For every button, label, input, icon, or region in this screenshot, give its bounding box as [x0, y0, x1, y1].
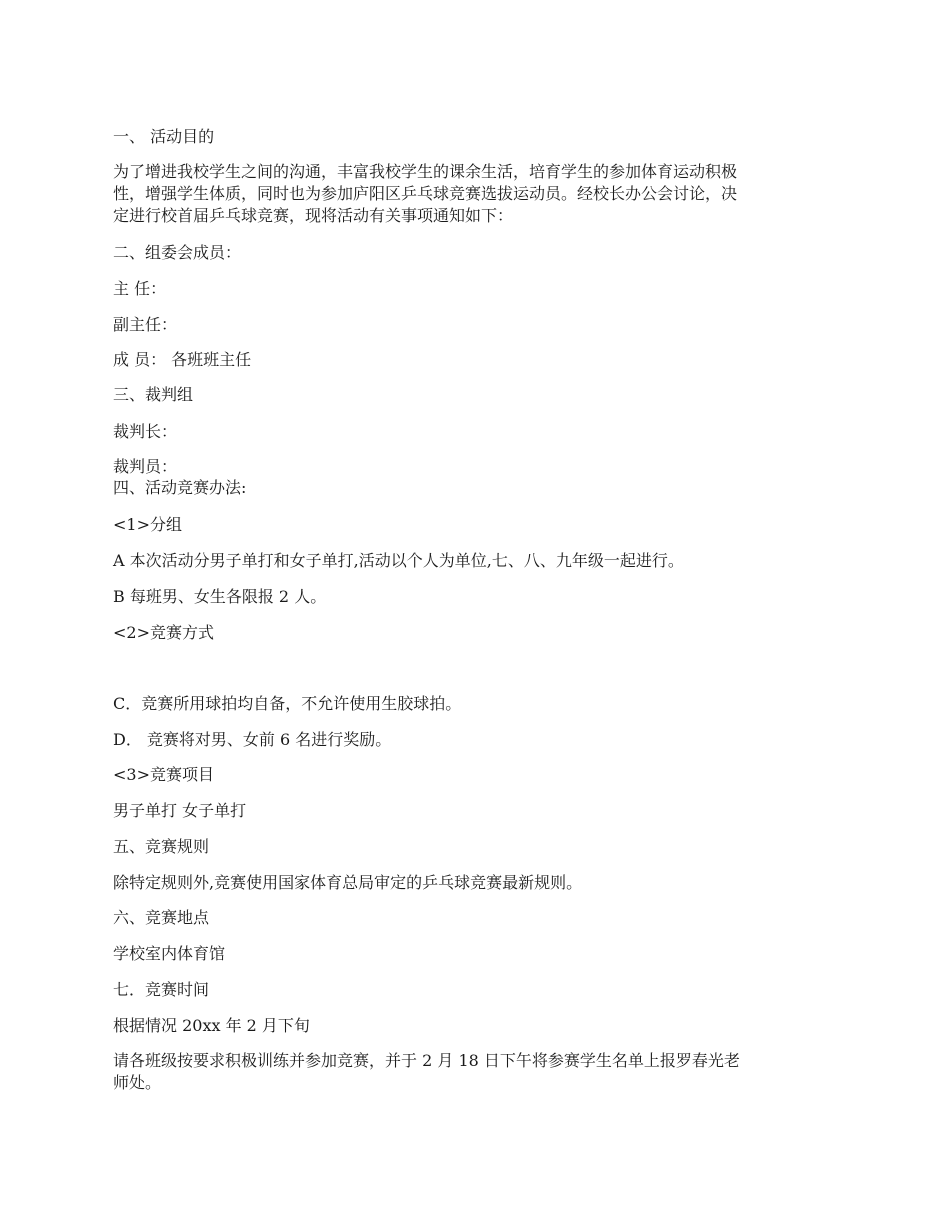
section-heading-venue: 六、竞赛地点: [113, 908, 210, 927]
events-list: 男子单打 女子单打: [113, 801, 247, 820]
purpose-line: 性，增强学生体质，同时也为参加庐阳区乒乓球竞赛选拔运动员。经校长办公会讨论，决: [113, 184, 738, 203]
section-heading-referees: 三、裁判组: [113, 385, 194, 404]
section-heading-time: 七．竞赛时间: [113, 980, 210, 999]
venue-text: 学校室内体育馆: [113, 944, 226, 963]
committee-director: 主 任：: [113, 279, 167, 298]
grouping-item-a: A 本次活动分男子单打和女子单打,活动以个人为单位,七、八、九年级一起进行。: [113, 551, 684, 570]
purpose-line: 为了增进我校学生之间的沟通，丰富我校学生的课余生活，培育学生的参加体育运动积极: [113, 162, 738, 181]
notice-line: 请各班级按要求积极训练并参加竞赛，并于 2 月 18 日下午将参赛学生名单上报罗春光老: [113, 1051, 740, 1070]
purpose-line: 定进行校首届乒乓球竞赛，现将活动有关事项通知如下：: [113, 206, 514, 225]
committee-vice-director: 副主任：: [113, 315, 178, 334]
section-heading-purpose: 一、 活动目的: [113, 127, 215, 146]
referee-members: 裁判员：: [113, 457, 178, 476]
committee-members: 成 员： 各班班主任: [113, 350, 252, 369]
method-item-d: D． 竞赛将对男、女前 6 名进行奖励。: [113, 730, 392, 749]
method-heading: <2>竞赛方式: [113, 623, 214, 642]
section-heading-committee: 二、组委会成员：: [113, 243, 242, 262]
method-item-c: C．竞赛所用球拍均自备，不允许使用生胶球拍。: [113, 694, 462, 713]
notice-paragraph: [113, 1050, 843, 1094]
purpose-paragraph: [113, 161, 843, 227]
events-heading: <3>竞赛项目: [113, 765, 214, 784]
chief-referee: 裁判长：: [113, 422, 178, 441]
time-text: 根据情况 20xx 年 2 月下旬: [113, 1016, 310, 1035]
section-heading-methods: 四、活动竞赛办法:: [113, 478, 247, 497]
grouping-item-b: B 每班男、女生各限报 2 人。: [113, 587, 327, 606]
notice-line: 师处。: [113, 1073, 162, 1092]
section-heading-rules: 五、竞赛规则: [113, 837, 210, 856]
rules-text: 除特定规则外,竞赛使用国家体育总局审定的乒乓球竞赛最新规则。: [113, 873, 583, 892]
grouping-heading: <1>分组: [113, 515, 182, 534]
